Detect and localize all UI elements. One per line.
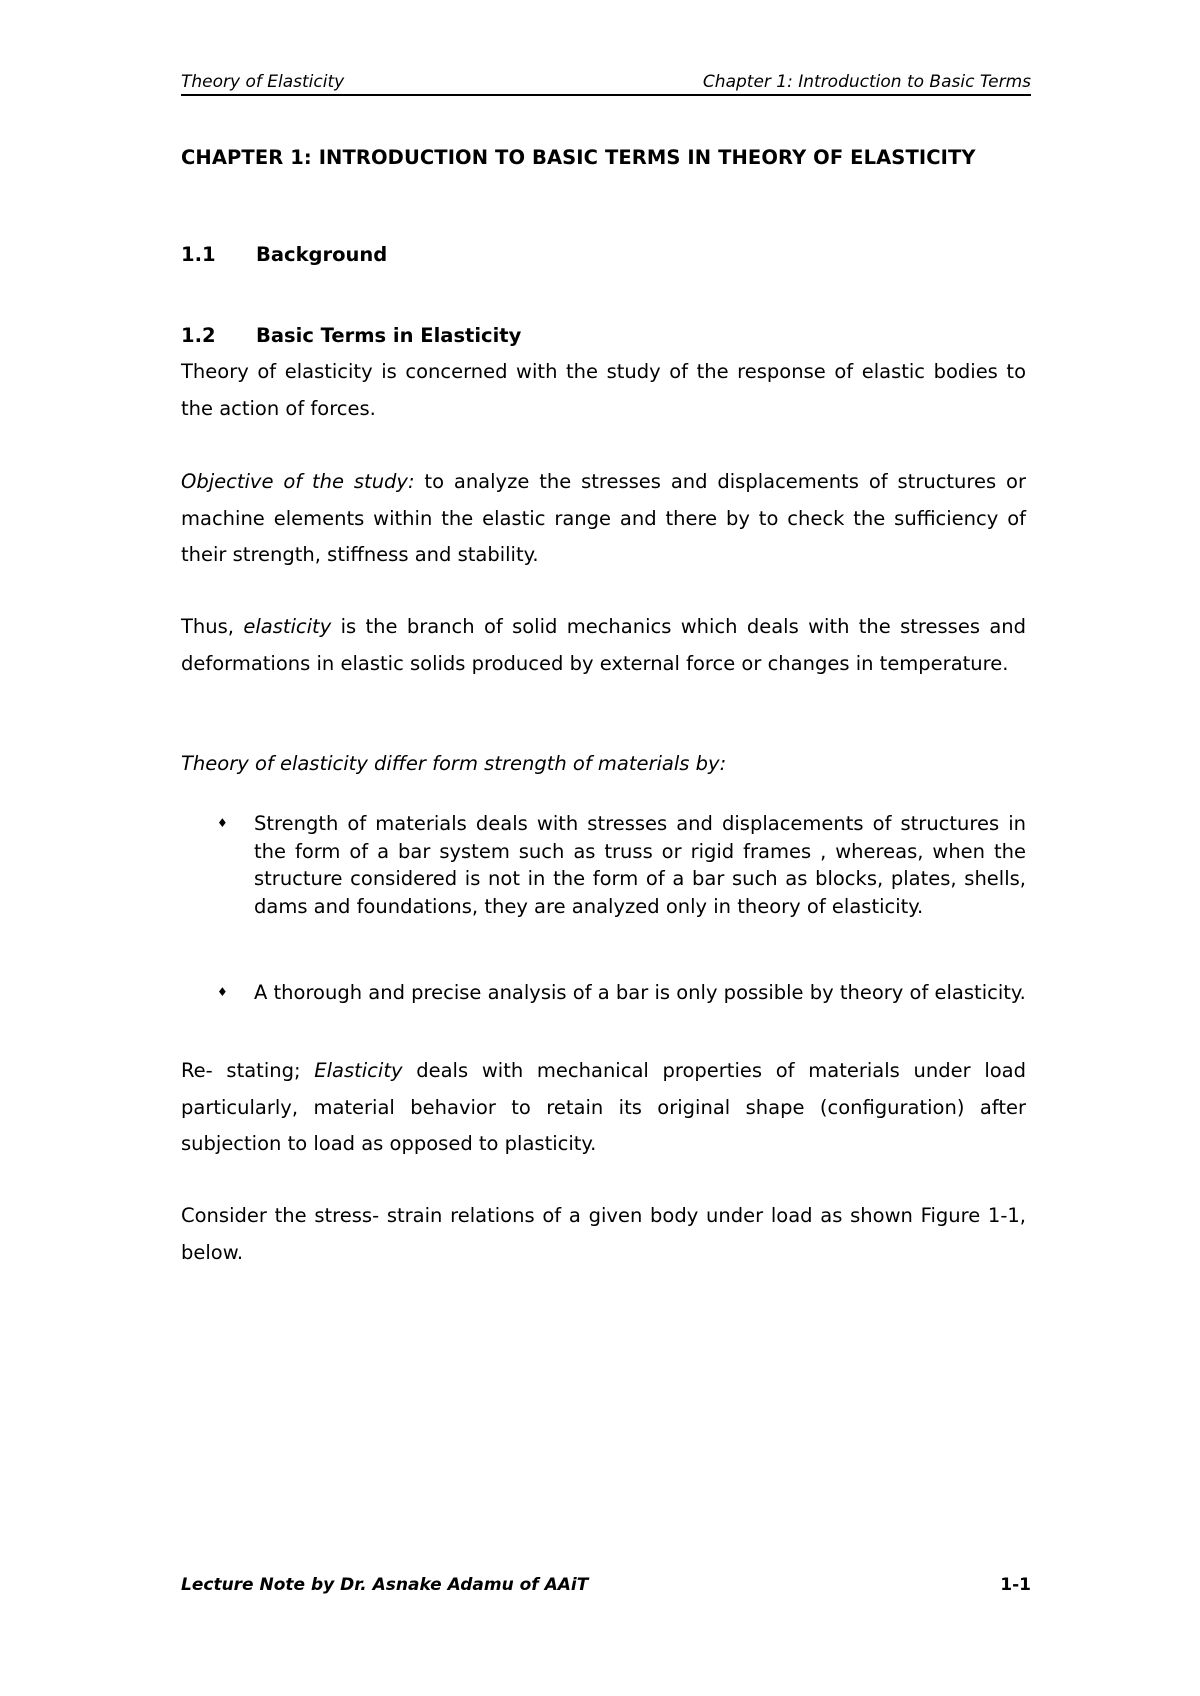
page-number: 1-1 <box>1000 1575 1031 1595</box>
section-number: 1.2 <box>181 324 216 347</box>
thus-term: elasticity <box>243 615 332 638</box>
paragraph-restating <box>181 1053 1026 1163</box>
list-item <box>181 979 1026 1007</box>
section-heading-basic-terms <box>181 324 521 347</box>
list-heading: Theory of elasticity differ form strength of materials by: <box>181 752 727 775</box>
list-item <box>181 810 1026 920</box>
section-heading-background <box>181 243 387 266</box>
section-title: Background <box>256 243 388 266</box>
objective-text: to analyze the stresses and displacements of structures or machine elements within the elastic range and there by to check the sufficiency of their strength, stiffness and stability. <box>181 470 1026 566</box>
paragraph-objective <box>181 464 1026 574</box>
bullet-text: A thorough and precise analysis of a bar is only possible by theory of elasticity. <box>254 981 1026 1004</box>
section-title: Basic Terms in Elasticity <box>256 324 522 347</box>
paragraph-thus <box>181 609 1026 682</box>
restating-text: deals with mechanical properties of materials under load particularly, material behavior to retain its original shape (configuration) after subjection to load as opposed to plasticity. <box>181 1059 1027 1155</box>
chapter-title: CHAPTER 1: INTRODUCTION TO BASIC TERMS IN THEORY OF ELASTICITY <box>181 146 976 169</box>
diamond-bullet-icon: ♦ <box>217 816 228 830</box>
footer-left: Lecture Note by Dr. Asnake Adamu of AAiT <box>181 1575 589 1595</box>
diamond-bullet-icon: ♦ <box>217 985 228 999</box>
header-left: Theory of Elasticity <box>181 72 345 92</box>
bullet-text: Strength of materials deals with stresses and displacements of structures in the form of a bar system such as truss or rigid frames , whereas, when the structure considered is not in the form of a bar such as blocks, plates, shells, dams and foundations, they are analyzed only in theory of elasticity. <box>254 812 1026 918</box>
objective-label: Objective of the study: <box>181 470 415 493</box>
running-header <box>181 68 1031 96</box>
restating-term: Elasticity <box>314 1059 403 1082</box>
section-number: 1.1 <box>181 243 216 266</box>
restating-prefix: Re- stating; <box>181 1059 315 1082</box>
paragraph-consider: Consider the stress- strain relations of a given body under load as shown Figure 1-1, below. <box>181 1204 1026 1264</box>
header-right: Chapter 1: Introduction to Basic Terms <box>702 72 1031 92</box>
paragraph-intro: Theory of elasticity is concerned with the study of the response of elastic bodies to the action of forces. <box>181 360 1026 420</box>
document-page <box>181 0 1031 1696</box>
running-footer <box>181 1575 1031 1595</box>
thus-prefix: Thus, <box>181 615 244 638</box>
thus-text: is the branch of solid mechanics which deals with the stresses and deformations in elastic solids produced by external force or changes in temperature. <box>181 615 1027 675</box>
